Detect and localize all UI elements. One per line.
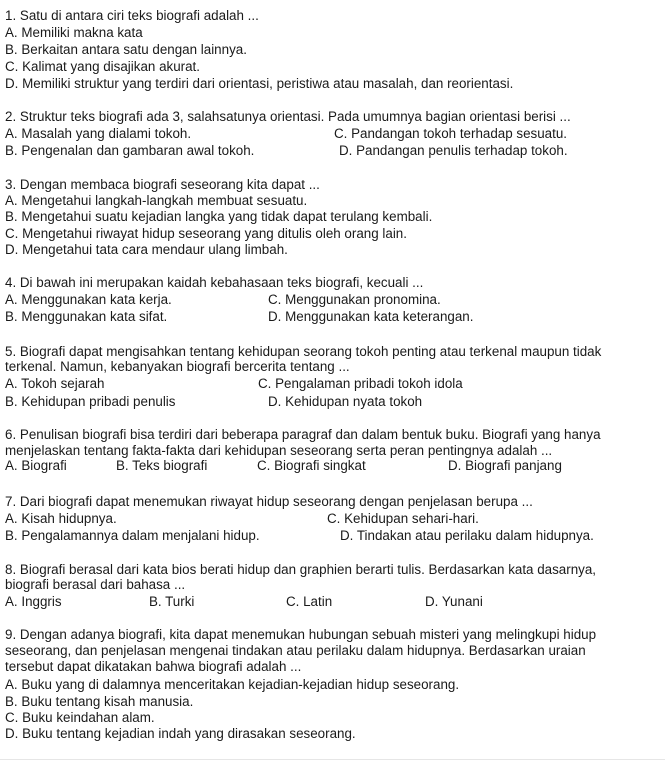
option-a: A. Menggunakan kata kerja. bbox=[5, 292, 172, 307]
option-b: B. Teks biografi bbox=[116, 458, 208, 473]
question-stem: 3. Dengan membaca biografi seseorang kita dapat ... bbox=[5, 177, 320, 192]
option-d: D. Kehidupan nyata tokoh bbox=[268, 394, 423, 409]
question-stem: 1. Satu di antara ciri teks biografi adalah ... bbox=[5, 8, 259, 23]
page-bottom-divider bbox=[0, 759, 665, 760]
option-c: C. Menggunakan pronomina. bbox=[268, 292, 441, 307]
option-c: C. Biografi singkat bbox=[257, 458, 366, 473]
option-d: D. Mengetahui tata cara mendaur ulang limbah. bbox=[5, 242, 288, 257]
option-b: B. Pengenalan dan gambaran awal tokoh. bbox=[5, 143, 255, 158]
option-a: A. Tokoh sejarah bbox=[5, 376, 105, 391]
question-stem: tersebut dapat dikatakan bahwa biografi adalah ... bbox=[5, 659, 302, 674]
option-a: A. Buku yang di dalamnya menceritakan kejadian-kejadian hidup seseorang. bbox=[5, 677, 460, 692]
option-d: D. Buku tentang kejadian indah yang dirasakan seseorang. bbox=[5, 726, 356, 741]
option-a: A. Biografi bbox=[5, 458, 67, 473]
option-c: C. Kehidupan sehari-hari. bbox=[327, 511, 479, 526]
option-d: D. Yunani bbox=[425, 594, 483, 609]
question-stem: 4. Di bawah ini merupakan kaidah kebahasaan teks biografi, kecuali ... bbox=[5, 275, 424, 290]
question-stem: 9. Dengan adanya biografi, kita dapat menemukan hubungan sebuah misteri yang melingkupi hidup bbox=[5, 627, 597, 642]
option-c: C. Kalimat yang disajikan akurat. bbox=[5, 59, 201, 74]
question-stem: terkenal. Namun, kebanyakan biografi bercerita tentang ... bbox=[5, 359, 350, 374]
option-d: D. Memiliki struktur yang terdiri dari orientasi, peristiwa atau masalah, dan reorientasi. bbox=[5, 76, 514, 91]
option-d: D. Tindakan atau perilaku dalam hidupnya. bbox=[340, 528, 594, 543]
question-stem: 8. Biografi berasal dari kata bios berati hidup dan graphien berarti tulis. Berdasarkan kata dasarnya, bbox=[5, 562, 597, 577]
question-stem: 5. Biografi dapat mengisahkan tentang kehidupan seorang tokoh penting atau terkenal maupun tidak bbox=[5, 344, 602, 359]
question-stem: 7. Dari biografi dapat menemukan riwayat hidup seseorang dengan penjelasan berupa ... bbox=[5, 494, 533, 509]
option-c: C. Mengetahui riwayat hidup seseorang yang ditulis oleh orang lain. bbox=[5, 226, 407, 241]
option-a: A. Mengetahui langkah-langkah membuat sesuatu. bbox=[5, 193, 308, 208]
option-b: B. Mengetahui suatu kejadian langka yang tidak dapat terulang kembali. bbox=[5, 209, 433, 224]
option-b: B. Berkaitan antara satu dengan lainnya. bbox=[5, 42, 247, 57]
option-a: A. Masalah yang dialami tokoh. bbox=[5, 126, 192, 141]
question-stem: 6. Penulisan biografi bisa terdiri dari beberapa paragraf dan dalam bentuk buku. Biografi yang hanya bbox=[5, 427, 601, 442]
option-b: B. Pengalamannya dalam menjalani hidup. bbox=[5, 528, 260, 543]
option-c: C. Pengalaman pribadi tokoh idola bbox=[258, 376, 463, 391]
option-a: A. Inggris bbox=[5, 594, 62, 609]
option-b: B. Turki bbox=[149, 594, 195, 609]
question-stem: menjelaskan tentang fakta-fakta dari kehidupan seseorang serta peran pentingnya adalah ... bbox=[5, 443, 553, 458]
option-b: B. Kehidupan pribadi penulis bbox=[5, 394, 176, 409]
question-stem: biografi berasal dari bahasa ... bbox=[5, 577, 186, 592]
option-b: B. Menggunakan kata sifat. bbox=[5, 309, 168, 324]
option-d: D. Biografi panjang bbox=[448, 458, 562, 473]
option-a: A. Kisah hidupnya. bbox=[5, 511, 117, 526]
option-c: C. Pandangan tokoh terhadap sesuatu. bbox=[334, 126, 568, 141]
option-d: D. Menggunakan kata keterangan. bbox=[268, 309, 474, 324]
question-stem: 2. Struktur teks biografi ada 3, salahsatunya orientasi. Pada umumnya bagian orientasi berisi ... bbox=[5, 109, 571, 124]
option-a: A. Memiliki makna kata bbox=[5, 25, 143, 40]
option-c: C. Latin bbox=[286, 594, 333, 609]
option-b: B. Buku tentang kisah manusia. bbox=[5, 694, 194, 709]
option-d: D. Pandangan penulis terhadap tokoh. bbox=[339, 143, 568, 158]
option-c: C. Buku keindahan alam. bbox=[5, 710, 155, 725]
question-stem: seseorang, dan penjelasan mengenai tindakan atau perilaku dalam hidupnya. Berdasarkan uraian bbox=[5, 643, 586, 658]
